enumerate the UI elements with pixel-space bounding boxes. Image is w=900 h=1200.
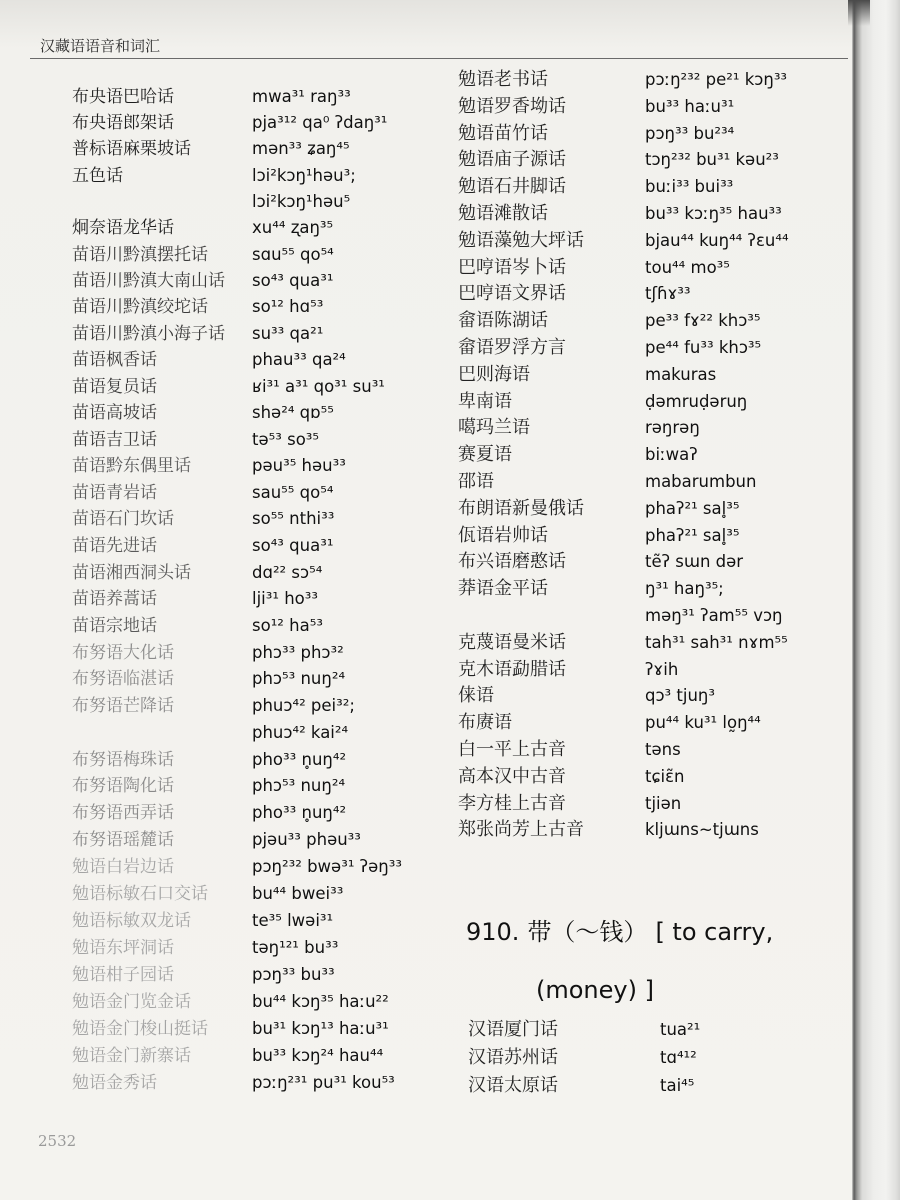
dialect-row (72, 190, 452, 214)
dialect-row (72, 774, 452, 798)
dialect-row (458, 818, 848, 842)
dialect-row (458, 336, 848, 360)
dialect-row (72, 641, 452, 665)
dialect-name: 布兴语磨憨话 (458, 551, 566, 573)
dialect-name: 勉语金门新寨话 (72, 1045, 191, 1066)
dialect-name: 勉语白岩边话 (72, 856, 174, 877)
phonetic-form: te³⁵ lwəi³¹ (252, 910, 334, 930)
dialect-row (72, 909, 452, 933)
phonetic-form: pe⁴⁴ fu³³ khɔ³⁵ (645, 338, 762, 357)
dialect-row (72, 1017, 452, 1041)
dialect-name: 苗语川黔滇绞坨话 (72, 297, 208, 318)
dialect-name: 苗语川黔滇摆托话 (72, 244, 208, 265)
phonetic-form: phuɔ⁴² pei³²; (252, 695, 355, 715)
dialect-name: 赛夏语 (458, 444, 512, 466)
dialect-name: 苗语黔东偶里话 (72, 456, 191, 477)
dialect-name: 勉语东坪洞话 (72, 937, 174, 958)
phonetic-form: pho³³ n̥uŋ⁴² (252, 803, 347, 823)
phonetic-form: tai⁴⁵ (660, 1076, 695, 1095)
phonetic-form: mabarumbun (645, 472, 757, 491)
dialect-row (458, 95, 848, 119)
dialect-name: 佤语岩帅话 (458, 524, 548, 546)
phonetic-form: kljɯns~tjɯns (645, 820, 759, 840)
dialect-row (72, 322, 452, 346)
dialect-row (458, 550, 848, 574)
dialect-name: 勉语滩散话 (458, 203, 548, 224)
phonetic-form: so⁴³ qua³¹ (252, 535, 334, 555)
phonetic-form: pɔŋ³³ bu³³ (252, 964, 335, 984)
dialect-row (72, 936, 452, 960)
dialect-row (72, 828, 452, 852)
dialect-name: 普标语麻栗坡话 (72, 139, 191, 160)
dialect-row (458, 738, 848, 762)
dialect-name: 噶玛兰语 (458, 417, 530, 439)
phonetic-form: məŋ³¹ ʔam⁵⁵ vɔŋ (645, 606, 783, 625)
phonetic-form: sau⁵⁵ qo⁵⁴ (252, 482, 334, 502)
phonetic-form: pɔŋ³³ bu²³⁴ (645, 123, 735, 143)
entry-number: 910. (466, 918, 520, 946)
dialect-row (72, 855, 452, 879)
dialect-name: 布努语瑶麓话 (72, 830, 174, 850)
dialect-name: 苗语先进话 (72, 535, 157, 556)
dialect-row (458, 577, 848, 601)
dialect-row (458, 631, 848, 655)
dialect-name: 巴则海语 (458, 363, 530, 385)
phonetic-form: pjəu³³ phəu³³ (252, 830, 361, 849)
dialect-row (458, 684, 848, 708)
phonetic-form: xu⁴⁴ ʐaŋ³⁵ (252, 218, 334, 238)
dialect-name: 苗语川黔滇小海子话 (72, 323, 225, 344)
phonetic-form: tẽʔ sɯn dər (645, 552, 744, 572)
page-number: 2532 (38, 1132, 77, 1150)
phonetic-form: tə⁵³ so³⁵ (252, 429, 320, 449)
phonetic-form: bu⁴⁴ kɔŋ³⁵ haːu²² (252, 991, 389, 1011)
dialect-name: 苗语复员话 (72, 376, 157, 397)
dialect-name: 勉语标敏双龙话 (72, 910, 191, 931)
phonetic-form: so¹² hɑ⁵³ (252, 297, 324, 317)
entry-heading-continued (536, 974, 654, 1006)
dialect-row (458, 416, 848, 440)
phonetic-form: su³³ qa²¹ (252, 323, 324, 343)
phonetic-form: lɔi²kɔŋ¹həu⁵ (252, 192, 351, 211)
phonetic-form: lɔi²kɔŋ¹həu³; (252, 165, 356, 185)
dialect-name: 勉语庙子源话 (458, 149, 566, 171)
dialect-name: 勉语柑子园话 (72, 964, 174, 985)
phonetic-form: pɔːŋ²³¹ pu³¹ kou⁵³ (252, 1072, 395, 1092)
dialect-name: 卑南语 (458, 390, 512, 412)
phonetic-form: phuɔ⁴² kai²⁴ (252, 722, 349, 742)
phonetic-form: phɔ³³ phɔ³² (252, 642, 344, 662)
phonetic-form: shə²⁴ qɒ⁵⁵ (252, 403, 334, 423)
dialect-name: 苗语枫香话 (72, 350, 157, 371)
dialect-name: 苗语吉卫话 (72, 429, 157, 450)
dialect-row (458, 148, 848, 172)
dialect-row (72, 1071, 452, 1095)
dialect-name: 勉语藻勉大坪话 (458, 229, 584, 251)
phonetic-form: pəu³⁵ həu³³ (252, 456, 346, 476)
dialect-row (72, 587, 452, 611)
dialect-name: 苗语湘西洞头话 (72, 562, 191, 583)
dialect-row (458, 497, 848, 521)
phonetic-form: so⁵⁵ nthi³³ (252, 509, 335, 529)
phonetic-form: təns (645, 740, 681, 759)
dialect-name: 炯奈语龙华话 (72, 218, 174, 239)
dialect-row (458, 202, 848, 226)
dialect-row (72, 348, 452, 372)
phonetic-form: sɑu⁵⁵ qo⁵⁴ (252, 244, 334, 264)
gloss-continued: (money) ] (536, 976, 654, 1004)
dialect-name: 苗语青岩话 (72, 482, 157, 503)
left-column (72, 0, 452, 1200)
dialect-name: 布努语临湛话 (72, 669, 174, 690)
dialect-name: 白一平上古音 (458, 739, 566, 760)
phonetic-form: pe³³ fɤ²² khɔ³⁵ (645, 311, 761, 331)
dialect-row (72, 454, 452, 478)
gloss: [ to carry, (655, 918, 774, 946)
dialect-row (458, 443, 848, 467)
phonetic-form: bu³³ kɔːŋ³⁵ hau³³ (645, 204, 782, 223)
dialect-name: 苗语石门坎话 (72, 509, 174, 530)
dialect-name: 苗语川黔滇大南山话 (72, 271, 225, 291)
dialect-row (72, 694, 452, 718)
dialect-name: 畲语陈湖话 (458, 310, 548, 332)
dialect-row (72, 137, 452, 161)
phonetic-form: so¹² ha⁵³ (252, 615, 323, 635)
dialect-name: 汉语苏州话 (468, 1047, 558, 1068)
dialect-row (458, 229, 848, 253)
page-edge (852, 0, 900, 1200)
dialect-name: 邵语 (458, 471, 494, 492)
dialect-row (72, 882, 452, 906)
dialect-name: 李方桂上古音 (458, 792, 566, 814)
phonetic-form: tɑ⁴¹² (660, 1048, 697, 1067)
phonetic-form: bu³³ haːu³¹ (645, 96, 735, 116)
dialect-row (72, 667, 452, 691)
headword: 带（～钱） (527, 918, 648, 946)
dialect-row (72, 375, 452, 399)
dialect-row (72, 801, 452, 825)
phonetic-form: phaʔ²¹ sal̥³⁵ (645, 525, 740, 545)
dialect-name: 勉语苗竹话 (458, 122, 548, 144)
dialect-name: 汉语厦门话 (468, 1019, 558, 1040)
dialect-name: 布努语芒降话 (72, 695, 174, 716)
phonetic-form: mən³³ ʑaŋ⁴⁵ (252, 139, 350, 159)
phonetic-form: phaʔ²¹ sal̥³⁵ (645, 498, 740, 518)
dialect-name: 汉语太原话 (468, 1075, 558, 1096)
dialect-row (458, 470, 848, 494)
dialect-row (72, 534, 452, 558)
phonetic-form: bu³³ kɔŋ²⁴ hau⁴⁴ (252, 1045, 384, 1065)
dialect-row (72, 85, 452, 109)
dialect-row (72, 269, 452, 293)
dialect-name: 布努语陶化话 (72, 776, 174, 797)
dialect-row (458, 765, 848, 789)
dialect-name: 布央语郎架话 (72, 113, 174, 134)
phonetic-form: ŋ³¹ haŋ³⁵; (645, 579, 724, 599)
dialect-name: 勉语金门梭山挺话 (72, 1018, 208, 1039)
dialect-row (72, 1044, 452, 1068)
dialect-row (72, 963, 452, 987)
dialect-name: 高本汉中古音 (458, 765, 566, 787)
dialect-row (458, 604, 848, 628)
dialect-name: 郑张尚芳上古音 (458, 819, 584, 841)
dialect-row (458, 363, 848, 387)
phonetic-form: bu⁴⁴ bwei³³ (252, 883, 344, 903)
dialect-name: 布朗语新曼俄话 (458, 497, 584, 519)
dialect-row (458, 122, 848, 146)
dialect-name: 五色话 (72, 165, 123, 186)
dialect-row (458, 175, 848, 199)
phonetic-form: phɔ⁵³ nuŋ²⁴ (252, 776, 346, 796)
dialect-row (458, 711, 848, 735)
phonetic-form: pja³¹² qa⁰ ʔdaŋ³¹ (252, 113, 388, 133)
phonetic-form: phau³³ qa²⁴ (252, 350, 346, 370)
dialect-row (72, 561, 452, 585)
phonetic-form: so⁴³ qua³¹ (252, 271, 334, 290)
dialect-name: 布努语大化话 (72, 642, 174, 663)
dialect-row (458, 282, 848, 306)
phonetic-form: təŋ¹²¹ bu³³ (252, 937, 339, 957)
dialect-row (458, 792, 848, 816)
phonetic-form: tjiən (645, 793, 682, 813)
dialect-name: 克木语勐腊话 (458, 658, 566, 680)
dialect-row (458, 256, 848, 280)
phonetic-form: pu⁴⁴ ku³¹ lo̰ŋ⁴⁴ (645, 713, 761, 733)
dialect-name: 巴哼语岑卜话 (458, 256, 566, 278)
dialect-row (72, 295, 452, 319)
phonetic-form: phɔ⁵³ nuŋ²⁴ (252, 669, 346, 689)
phonetic-form: bjau⁴⁴ kuŋ⁴⁴ ʔɛu⁴⁴ (645, 230, 789, 250)
dialect-name: 勉语金门览金话 (72, 991, 191, 1012)
dialect-name: 克蔑语曼米话 (458, 631, 566, 653)
dialect-row (72, 748, 452, 772)
dialect-name: 布央语巴哈话 (72, 87, 174, 107)
dialect-row (458, 68, 848, 92)
phonetic-form: tɕiɛ̃n (645, 766, 685, 786)
phonetic-form: buːi³³ bui³³ (645, 177, 734, 197)
dialect-name: 布赓语 (458, 712, 512, 734)
dialect-name: 勉语罗香坳话 (458, 95, 566, 117)
dialect-name: 苗语高坡话 (72, 403, 157, 424)
dialect-name: 布努语梅珠话 (72, 749, 174, 770)
dialect-row (458, 390, 848, 414)
phonetic-form: mwa³¹ raŋ³³ (252, 87, 351, 106)
dialect-name: 勉语标敏石口交话 (72, 883, 208, 904)
dialect-name: 勉语老书话 (458, 69, 548, 90)
dialect-row (72, 111, 452, 135)
entry-row (468, 1074, 848, 1098)
dialect-name: 苗语养蒿话 (72, 589, 157, 610)
phonetic-form: pho³³ n̥uŋ⁴² (252, 749, 347, 769)
phonetic-form: pɔːŋ²³² pe²¹ kɔŋ³³ (645, 70, 788, 89)
dialect-row (72, 507, 452, 531)
dialect-name: 勉语金秀话 (72, 1072, 157, 1093)
phonetic-form: ʔɤih (645, 659, 679, 679)
dialect-row (458, 309, 848, 333)
running-header: 汉藏语语音和词汇 (40, 37, 161, 55)
phonetic-form: rəŋrəŋ (645, 418, 700, 438)
phonetic-form: biːwaʔ (645, 445, 698, 465)
dialect-row (458, 658, 848, 682)
dialect-row (72, 164, 452, 188)
dialect-row (72, 614, 452, 638)
dialect-name: 布努语西弄话 (72, 803, 174, 824)
dialect-row (72, 401, 452, 425)
phonetic-form: tʃɦɤ³³ (645, 284, 691, 304)
dialect-name: 勉语石井脚话 (458, 176, 566, 198)
dialect-name: 俫语 (458, 685, 494, 707)
dialect-name: 莽语金平话 (458, 578, 548, 600)
dialect-name: 畲语罗浮方言 (458, 337, 566, 358)
phonetic-form: qɔ³ tjuŋ³ (645, 686, 715, 706)
dialect-row (72, 428, 452, 452)
phonetic-form: lji³¹ ho³³ (252, 589, 319, 609)
phonetic-form: tua²¹ (660, 1020, 701, 1039)
entry-row (468, 1046, 848, 1070)
phonetic-form: makuras (645, 364, 717, 384)
phonetic-form: pɔŋ²³² bwə³¹ ʔəŋ³³ (252, 856, 402, 876)
dialect-row (72, 216, 452, 240)
phonetic-form: bu³¹ kɔŋ¹³ haːu³¹ (252, 1018, 389, 1038)
phonetic-form: ḍəmruḍəruŋ (645, 391, 748, 411)
dialect-row (72, 721, 452, 745)
dialect-name: 巴哼语文界话 (458, 283, 566, 305)
phonetic-form: tɔŋ²³² bu³¹ kəu²³ (645, 150, 779, 170)
phonetic-form: ʁi³¹ a³¹ qo³¹ su³¹ (252, 376, 385, 396)
dialect-row (458, 524, 848, 548)
phonetic-form: tah³¹ sah³¹ nɤm⁵⁵ (645, 632, 788, 652)
phonetic-form: dɑ²² sɔ⁵⁴ (252, 562, 323, 582)
corner-shadow (848, 0, 870, 26)
dialect-row (72, 990, 452, 1014)
entry-row (468, 1018, 848, 1042)
entry-heading (466, 916, 773, 948)
dialect-row (72, 481, 452, 505)
phonetic-form: tou⁴⁴ mo³⁵ (645, 257, 730, 277)
dialect-name: 苗语宗地话 (72, 615, 157, 636)
dialect-row (72, 243, 452, 267)
